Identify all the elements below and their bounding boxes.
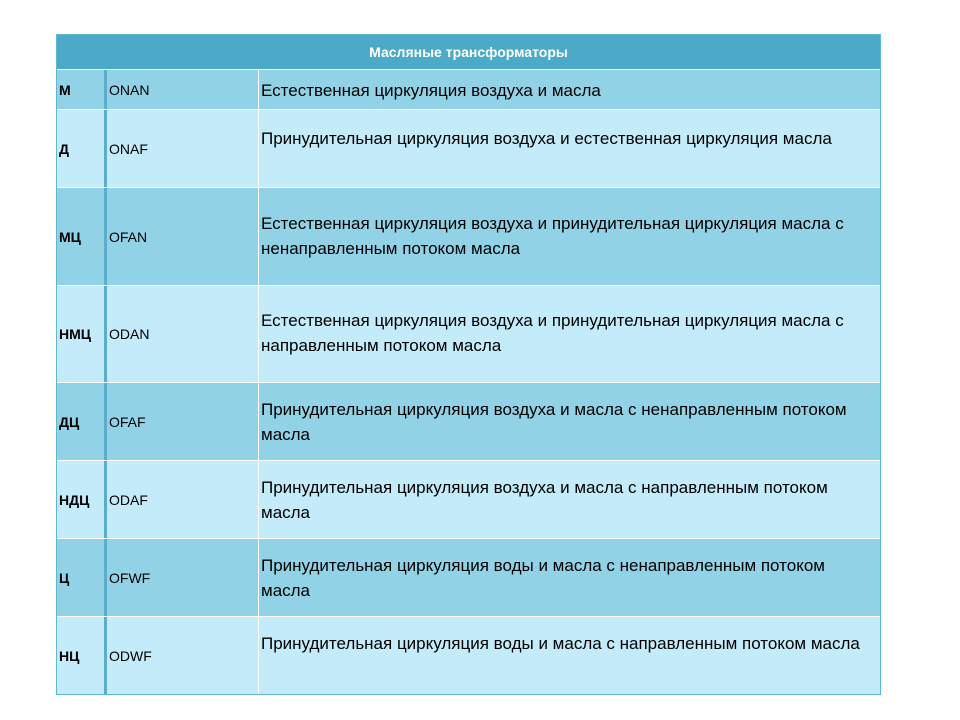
table-row <box>57 109 880 187</box>
intl-code-cell: OFAN <box>107 188 259 285</box>
table-row <box>57 538 880 616</box>
description-cell: Принудительная циркуляция воздуха и естественная циркуляция масла <box>261 129 832 148</box>
table-row <box>57 460 880 538</box>
intl-code-cell: ODWF <box>107 617 259 694</box>
description-cell: Принудительная циркуляция воздуха и масла с направленным потоком масла <box>261 478 828 522</box>
code-cell: ДЦ <box>57 383 107 460</box>
description-cell: Естественная циркуляция воздуха и масла <box>261 81 601 100</box>
code-cell: Ц <box>57 539 107 616</box>
table-title: Масляные трансформаторы <box>57 35 880 69</box>
transformer-cooling-table <box>56 34 881 695</box>
intl-code-cell: ODAN <box>107 286 259 382</box>
table-row <box>57 285 880 382</box>
table-row <box>57 382 880 460</box>
code-cell: М <box>57 70 107 109</box>
table-row <box>57 69 880 109</box>
code-cell: НМЦ <box>57 286 107 382</box>
intl-code-cell: OFAF <box>107 383 259 460</box>
description-cell: Естественная циркуляция воздуха и принудительная циркуляция масла с направленным потоком масла <box>261 311 844 355</box>
code-cell: МЦ <box>57 188 107 285</box>
description-cell: Принудительная циркуляция воды и масла с направленным потоком масла <box>261 634 860 653</box>
intl-code-cell: OFWF <box>107 539 259 616</box>
code-cell: НЦ <box>57 617 107 694</box>
intl-code-cell: ODAF <box>107 461 259 538</box>
intl-code-cell: ONAN <box>107 70 259 109</box>
description-cell: Принудительная циркуляция воздуха и масла с ненаправленным потоком масла <box>261 400 847 444</box>
description-cell: Естественная циркуляция воздуха и принудительная циркуляция масла с ненаправленным потоком масла <box>261 214 844 258</box>
intl-code-cell: ONAF <box>107 110 259 187</box>
table-row <box>57 187 880 285</box>
code-cell: НДЦ <box>57 461 107 538</box>
description-cell: Принудительная циркуляция воды и масла с ненаправленным потоком масла <box>261 556 825 600</box>
table-row <box>57 616 880 694</box>
code-cell: Д <box>57 110 107 187</box>
